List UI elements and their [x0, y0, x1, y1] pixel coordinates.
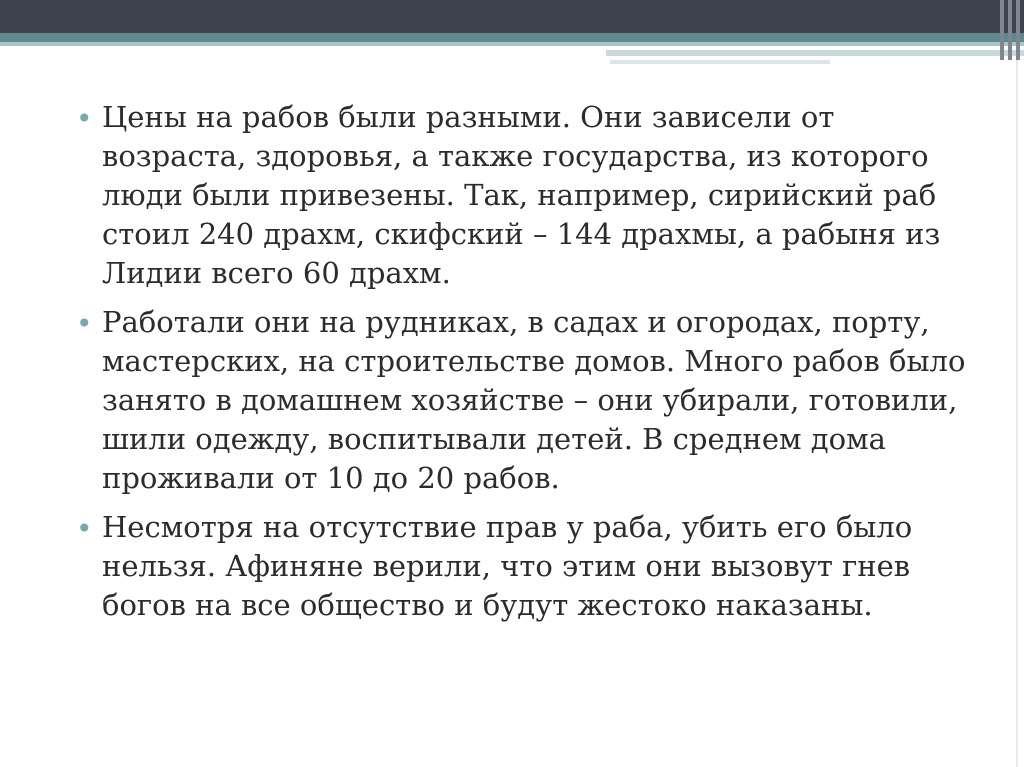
header-accent-bar: [606, 50, 1024, 56]
bullet-text: Несмотря на отсутствие прав у раба, убить его было нельзя. Афиняне верили, что этим они вызовут гнев богов на все общество и будут жестоко наказаны.: [102, 510, 913, 622]
header-bar-dark: [0, 0, 1024, 33]
bullet-icon: •: [76, 102, 93, 135]
bullet-icon: •: [76, 512, 93, 545]
corner-decoration: [998, 0, 1024, 60]
header-accent-bar-thin: [610, 60, 830, 64]
bullet-item: [76, 98, 966, 293]
bullet-text: Работали они на рудниках, в садах и огородах, порту, мастерских, на строительстве домов. Много рабов было занято в домашнем хозяйстве – они убирали, готовили, шили одежду, воспитывали детей. В среднем дома проживали от 10 до 20 рабов.: [102, 305, 966, 495]
bullet-item: [76, 303, 966, 498]
bullet-icon: •: [76, 307, 93, 340]
header-bar-teal-light: [0, 42, 1024, 46]
bullet-list: [76, 98, 966, 635]
bullet-text: Цены на рабов были разными. Они зависели от возраста, здоровья, а также государства, из которого люди были привезены. Так, например, сирийский раб стоил 240 драхм, скифский – 144 драхмы, а рабыня из Лидии всего 60 драхм.: [102, 100, 941, 290]
bullet-item: [76, 508, 966, 625]
header-bar-teal: [0, 33, 1024, 42]
side-divider: [1016, 60, 1018, 767]
